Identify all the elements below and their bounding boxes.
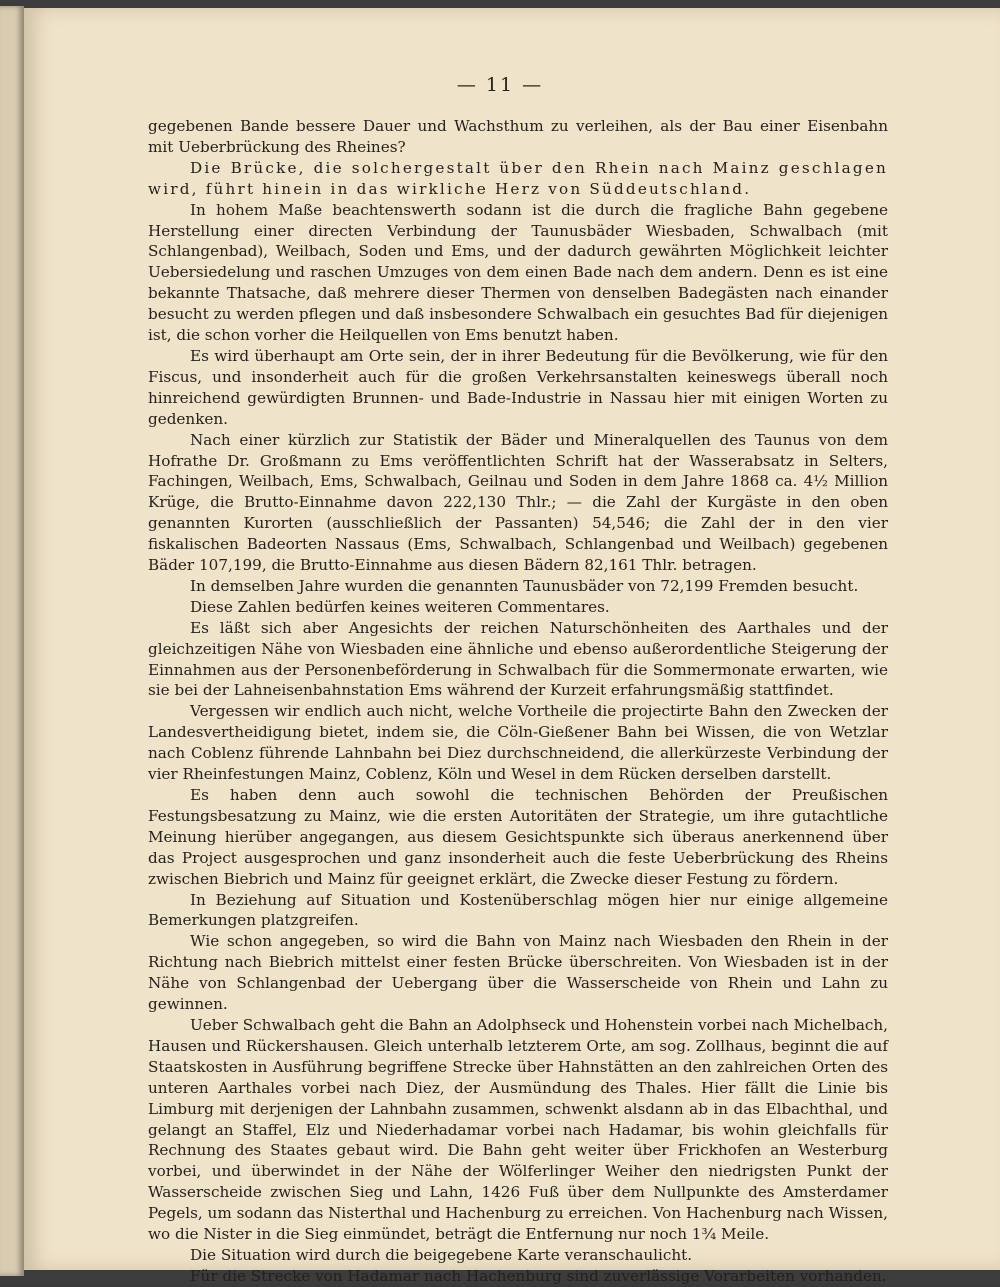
paragraph: Die Situation wird durch die beigegebene Karte veranschaulicht. (190, 1245, 693, 1264)
paragraph: Für die Strecke von Hadamar nach Hachenburg sind zuverlässige Vorarbeiten vorhanden. (190, 1266, 887, 1285)
paragraph: gegebenen Bande bessere Dauer und Wachsthum zu verleihen, als der Bau einer Eisenbahn mit Ueberbrückung des Rheines? (148, 117, 888, 156)
paragraph: In hohem Maße beachtenswerth sodann ist die durch die fragliche Bahn gegebene Herstellung einer directen Verbindung der Taunusbäder Wiesbaden, Schwalbach (mit Schlangenbad), Weilbach, Soden und Ems, und der dadurch gewährten Möglichkeit leichter Uebersiedelung und raschen Umzuges von dem einen Bade nach dem andern. Denn es ist eine bekannte Thatsache, daß mehrere dieser Thermen von denselben Badegästen nach einander besucht zu werden pflegen und daß insbesondere Schwalbach ein gesuchtes Bad für diejenigen ist, die schon vorher die Heilquellen von Ems benutzt haben. (148, 200, 888, 345)
paragraph: Es wird überhaupt am Orte sein, der in ihrer Bedeutung für die Bevölkerung, wie für den Fiscus, und insonderheit auch für die großen Verkehrsanstalten keineswegs überall noch hinreichend gewürdigten Brunnen- und Bade-Industrie in Nassau hier mit einigen Worten zu gedenken. (148, 346, 888, 428)
paragraph: In Beziehung auf Situation und Kostenüberschlag mögen hier nur einige allgemeine Bemerkungen platzgreifen. (148, 890, 888, 930)
paragraph: Vergessen wir endlich auch nicht, welche Vortheile die projectirte Bahn den Zwecken der Landesvertheidigung bietet, indem sie, die Cöln-Gießener Bahn bei Wissen, die von Wetzlar nach Coblenz führende Lahnbahn bei Diez durchschneidend, die allerkürzeste Verbindung der vier Rheinfestungen Mainz, Coblenz, Köln und Wesel in dem Rücken derselben darstellt. (148, 702, 888, 784)
page-number: — 11 — (456, 74, 544, 96)
paragraph: Wie schon angegeben, so wird die Bahn von Mainz nach Wiesbaden den Rhein in der Richtung nach Biebrich mittelst einer festen Brücke überschreiten. Von Wiesbaden ist in der Nähe von Schlangenbad der Uebergang über die Wasserscheide von Rhein und Lahn zu gewinnen. (148, 932, 888, 1014)
paragraph: Nach einer kürzlich zur Statistik der Bäder und Mineralquellen des Taunus von dem Hofrathe Dr. Großmann zu Ems veröffentlichten Schrift hat der Wasserabsatz in Selters, Fachingen, Weilbach, Ems, Schwalbach, Geilnau und Soden in dem Jahre 1868 ca. 4½ Million Krüge, die Brutto-Einnahme davon 222,130 Thlr.; — die Zahl der Kurgäste in den oben genannten Kurorten (ausschließlich der Passanten) 54,546; die Zahl der in den vier fiskalischen Badeorten Nassaus (Ems, Schwalbach, Schlangenbad und Weilbach) gegebenen Bäder 107,199, die Brutto-Einnahme aus diesen Bädern 82,161 Thlr. betragen. (148, 430, 888, 575)
facing-page-edge (0, 6, 24, 1276)
body-text (148, 116, 888, 1287)
paragraph: Es läßt sich aber Angesichts der reichen Naturschönheiten des Aarthales und der gleichzeitigen Nähe von Wiesbaden eine ähnliche und ebenso außerordentliche Steigerung der Einnahmen aus der Personenbeförderung in Schwalbach für die Sommermonate erwarten, wie sie bei der Lahneisenbahnstation Ems während der Kurzeit erfahrungsmäßig stattfindet. (148, 618, 888, 700)
paragraph: Diese Zahlen bedürfen keines weiteren Commentares. (190, 597, 610, 616)
paragraph: Ueber Schwalbach geht die Bahn an Adolphseck und Hohenstein vorbei nach Michelbach, Hausen und Rückershausen. Gleich unterhalb letzterem Orte, am sog. Zollhaus, beginnt die auf Staatskosten in Ausführung begriffene Strecke über Hahnstätten an den zahlreichen Orten des unteren Aarthales vorbei nach Diez, der Ausmündung des Thales. Hier fällt die Linie bis Limburg mit derjenigen der Lahnbahn zusammen, schwenkt alsdann ab in das Elbachthal, und gelangt an Staffel, Elz und Niederhadamar vorbei nach Hadamar, bis wohin gleichfalls für Rechnung des Staates gebaut wird. Die Bahn geht weiter über Frickhofen an Westerburg vorbei, und überwindet in der Nähe der Wölferlinger Weiher den niedrigsten Punkt der Wasserscheide zwischen Sieg und Lahn, 1426 Fuß über dem Nullpunkte des Amsterdamer Pegels, um sodann das Nisterthal und Hachenburg zu erreichen. Von Hachenburg nach Wissen, wo die Nister in die Sieg einmündet, beträgt die Entfernung nur noch 1¾ Meile. (148, 1015, 888, 1244)
paragraph: In demselben Jahre wurden die genannten Taunusbäder von 72,199 Fremden besucht. (190, 576, 859, 595)
paragraph: Es haben denn auch sowohl die technischen Behörden der Preußischen Festungsbesatzung zu Mainz, wie die ersten Autoritäten der Strategie, um ihre gutachtliche Meinung hierüber angegangen, aus diesem Gesichtspunkte sich überaus anerkennend über das Project ausgesprochen und ganz insonderheit auch die feste Ueberbrückung des Rheins zwischen Biebrich und Mainz für geeignet erklärt, die Zwecke dieser Festung zu fördern. (148, 786, 888, 888)
paragraph-emphasis: Die Brücke, die solchergestalt über den Rhein nach Mainz geschlagen wird, führt hinein in das wirkliche Herz von Süddeutschland. (148, 158, 888, 198)
